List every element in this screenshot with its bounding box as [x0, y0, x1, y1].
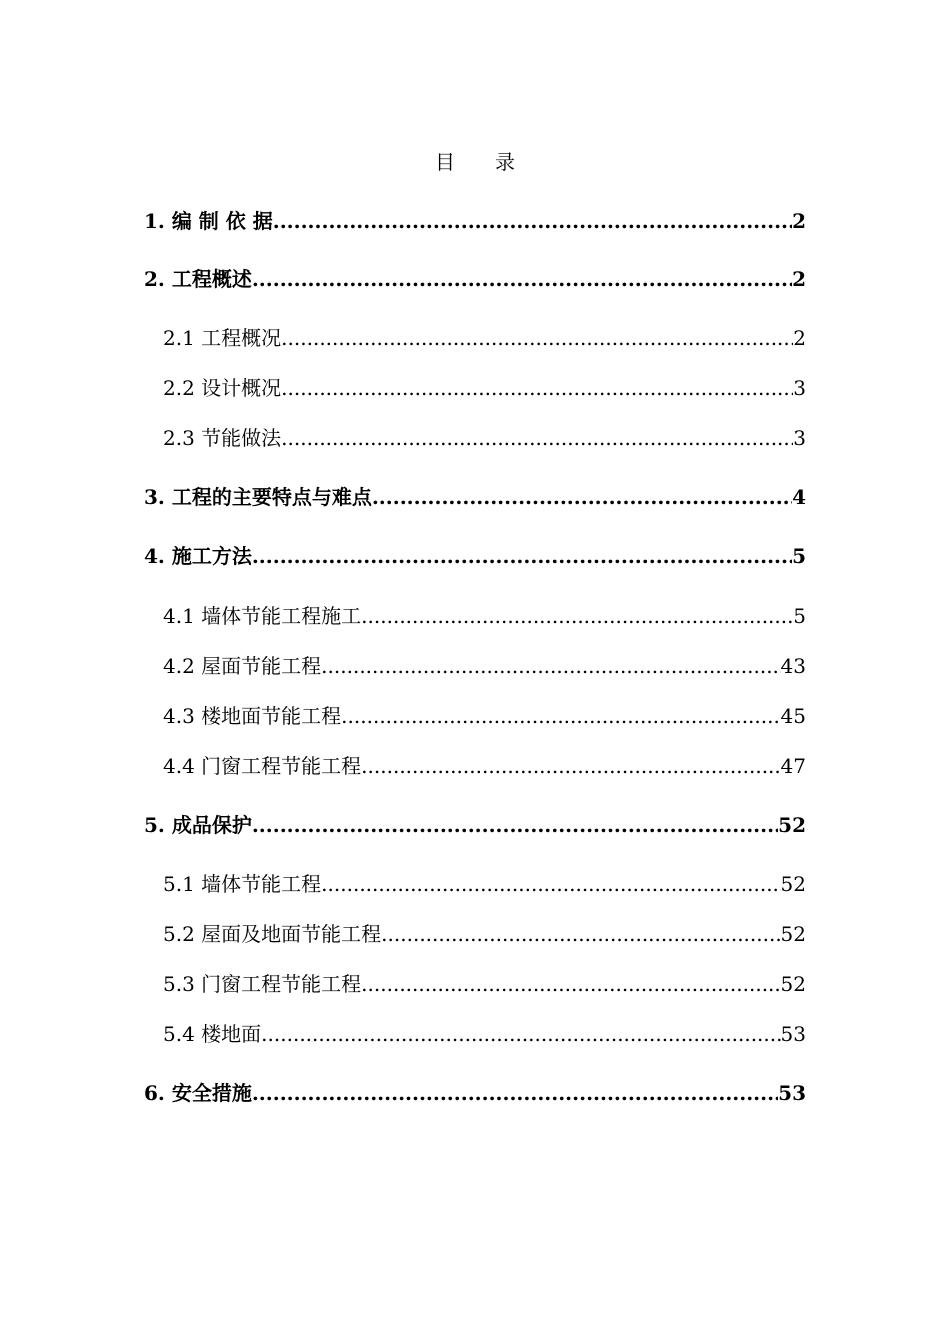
toc-entry-5[interactable]: [144, 810, 806, 840]
toc-entry-4-1[interactable]: [163, 601, 806, 631]
toc-entry-page: 4: [792, 485, 806, 509]
toc-entry-4-4[interactable]: [163, 751, 806, 781]
toc-entry-2-1[interactable]: [163, 323, 806, 353]
toc-entry-page: 53: [780, 1022, 806, 1046]
toc-entry-1[interactable]: [144, 206, 806, 236]
toc-entry-page: 52: [778, 813, 806, 837]
toc-entry-2-3[interactable]: [163, 423, 806, 453]
toc-entry-page: 52: [780, 872, 806, 896]
toc-entry-5-2[interactable]: [163, 919, 806, 949]
toc-entry-label: 2.3 节能做法: [163, 426, 282, 450]
toc-entry-label: 5.4 楼地面: [163, 1022, 262, 1046]
toc-entry-page: 3: [793, 426, 806, 450]
toc-entry-label: 2. 工程概述: [144, 267, 252, 291]
toc-entry-label: 6. 安全措施: [144, 1081, 252, 1105]
toc-entry-label: 1. 编 制 依 据: [144, 209, 273, 233]
toc-leader-dots: [321, 651, 780, 681]
toc-entry-label: 4.3 楼地面节能工程: [163, 704, 342, 728]
toc-leader-dots: [372, 482, 792, 512]
toc-entry-label: 5. 成品保护: [144, 813, 252, 837]
toc-entry-page: 47: [780, 754, 806, 778]
toc-entry-3[interactable]: [144, 482, 806, 512]
toc-entry-2-2[interactable]: [163, 373, 806, 403]
toc-entry-4-3[interactable]: [163, 701, 806, 731]
toc-entry-label: 5.1 墙体节能工程: [163, 872, 322, 896]
toc-leader-dots: [252, 541, 792, 571]
toc-leader-dots: [361, 969, 780, 999]
toc-leader-dots: [281, 323, 793, 353]
toc-entry-2[interactable]: [144, 264, 806, 294]
toc-entry-page: 5: [793, 604, 806, 628]
toc-entry-page: 2: [792, 209, 806, 233]
toc-leader-dots: [261, 1019, 780, 1049]
toc-leader-dots: [252, 1078, 778, 1108]
toc-entry-label: 4.2 屋面节能工程: [163, 654, 322, 678]
toc-leader-dots: [252, 264, 792, 294]
toc-leader-dots: [252, 810, 778, 840]
toc-entry-label: 3. 工程的主要特点与难点: [144, 485, 372, 509]
toc-entry-5-4[interactable]: [163, 1019, 806, 1049]
toc-leader-dots: [361, 601, 793, 631]
toc-entry-page: 2: [792, 267, 806, 291]
toc-entry-page: 43: [780, 654, 806, 678]
toc-entry-page: 52: [780, 922, 806, 946]
toc-leader-dots: [281, 373, 793, 403]
toc-leader-dots: [361, 751, 780, 781]
toc-entry-4-2[interactable]: [163, 651, 806, 681]
toc-leader-dots: [341, 701, 780, 731]
toc-entry-page: 45: [780, 704, 806, 728]
toc-entry-5-1[interactable]: [163, 869, 806, 899]
toc-entry-label: 2.1 工程概况: [163, 326, 282, 350]
toc-entry-label: 4.4 门窗工程节能工程: [163, 754, 362, 778]
toc-title: 目 录: [435, 150, 515, 174]
toc-leader-dots: [381, 919, 780, 949]
toc-entry-4[interactable]: [144, 541, 806, 571]
toc-entry-page: 2: [793, 326, 806, 350]
toc-entry-page: 3: [793, 376, 806, 400]
toc-entry-page: 53: [778, 1081, 806, 1105]
toc-leader-dots: [321, 869, 780, 899]
toc-entry-5-3[interactable]: [163, 969, 806, 999]
toc-entry-label: 2.2 设计概况: [163, 376, 282, 400]
toc-leader-dots: [273, 206, 792, 236]
toc-entry-6[interactable]: [144, 1078, 806, 1108]
toc-entry-label: 5.2 屋面及地面节能工程: [163, 922, 382, 946]
toc-entry-label: 5.3 门窗工程节能工程: [163, 972, 362, 996]
toc-entry-page: 52: [780, 972, 806, 996]
toc-entry-page: 5: [792, 544, 806, 568]
toc-entry-label: 4. 施工方法: [144, 544, 252, 568]
toc-leader-dots: [281, 423, 793, 453]
toc-entry-label: 4.1 墙体节能工程施工: [163, 604, 362, 628]
